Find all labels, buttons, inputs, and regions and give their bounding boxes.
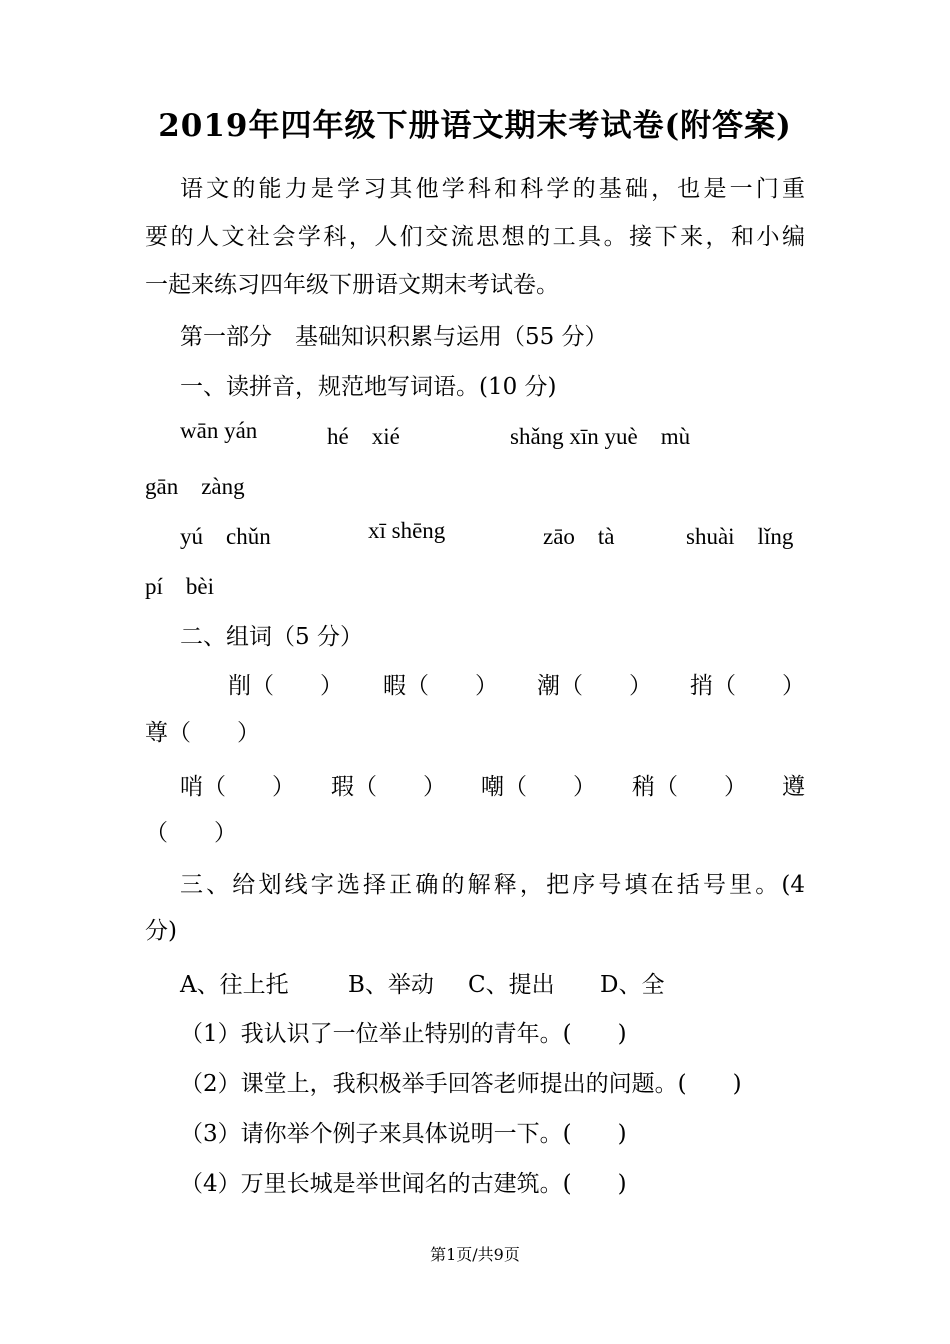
pinyin-item: pí bèi (145, 574, 214, 599)
q3-heading: 三、给划线字选择正确的解释，把序号填在括号里。(4 (180, 872, 805, 898)
page-number: 第1页/共9页 (430, 1245, 520, 1264)
q3-item[interactable]: （4）万里长城是举世闻名的古建筑。( ) (180, 1171, 627, 1197)
intro-line-1: 语文的能力是学习其他学科和科学的基础，也是一门重 (180, 176, 805, 202)
pinyin-item: shuài lǐng (686, 524, 794, 549)
part1-heading: 第一部分 基础知识积累与运用（55 分） (180, 324, 608, 350)
pinyin-item: hé xié (327, 424, 400, 449)
word-blank[interactable]: 潮（ ） (537, 673, 652, 699)
pinyin-item: shǎng xīn yuè mù (510, 424, 691, 449)
q3-item[interactable]: （2）课堂上，我积极举手回答老师提出的问题。( ) (180, 1071, 742, 1097)
option-label: D、全 (600, 972, 665, 998)
pinyin-item: wān yán (180, 418, 258, 443)
word-blank[interactable]: 遵 (782, 774, 805, 800)
word-blank[interactable]: 削（ ） (228, 673, 343, 699)
q1-heading: 一、读拼音，规范地写词语。(10 分) (180, 374, 557, 400)
option-label: A、往上托 (180, 972, 289, 998)
word-blank[interactable]: 稍（ ） (632, 774, 747, 800)
word-blank[interactable]: 捎（ ） (690, 673, 805, 699)
option-label: B、举动 (348, 972, 434, 998)
word-blank[interactable]: 暇（ ） (383, 673, 498, 699)
pinyin-item: yú chǔn (180, 524, 271, 549)
intro-line-3: 一起来练习四年级下册语文期末考试卷。 (145, 272, 559, 298)
q2-heading: 二、组词（5 分） (180, 624, 363, 650)
word-blank[interactable]: （ ） (145, 820, 237, 846)
word-blank[interactable]: 嘲（ ） (481, 774, 596, 800)
word-blank[interactable]: 瑕（ ） (331, 774, 446, 800)
intro-line-2: 要的人文社会学科，人们交流思想的工具。接下来，和小编 (145, 224, 805, 250)
option-label: C、提出 (468, 972, 555, 998)
document-title: 2019年四年级下册语文期末考试卷(附答案) (158, 108, 792, 144)
q3-item[interactable]: （3）请你举个例子来具体说明一下。( ) (180, 1121, 627, 1147)
pinyin-item: gān zàng (145, 474, 245, 499)
q3-heading-cont: 分) (145, 918, 177, 944)
pinyin-item: xī shēng (368, 518, 446, 543)
word-blank[interactable]: 尊（ ） (145, 720, 260, 746)
q3-item[interactable]: （1）我认识了一位举止特别的青年。( ) (180, 1021, 627, 1047)
word-blank[interactable]: 哨（ ） (180, 774, 295, 800)
pinyin-item: zāo tà (543, 524, 615, 549)
